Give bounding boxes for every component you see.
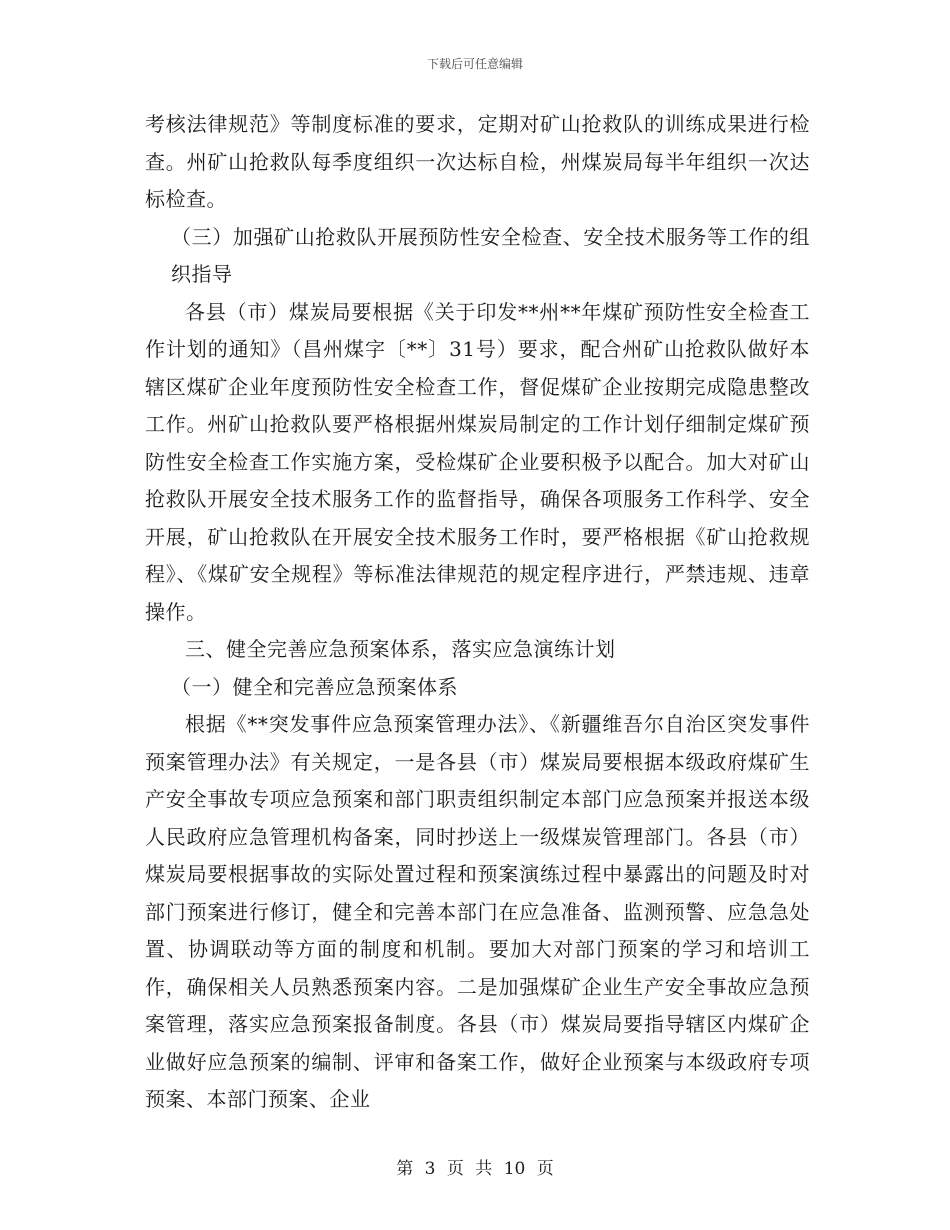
page-number: 第 3 页 共 10 页 xyxy=(396,1159,554,1179)
header-note: 下载后可任意编辑 xyxy=(426,57,523,71)
paragraph-continuation: 考核法律规范》等制度标准的要求，定期对矿山抢救队的训练成果进行检查。州矿山抢救队每季度组织一次达标自检，州煤炭局每半年组织一次达标检查。 xyxy=(145,112,810,211)
document-body xyxy=(145,106,810,1119)
subheading-1: （一）健全和完善应急预案体系 xyxy=(171,674,458,699)
section-heading-3: 三、健全完善应急预案体系，落实应急演练计划 xyxy=(185,637,616,661)
paragraph-preventive-checks: 各县（市）煤炭局要根据《关于印发**州**年煤矿预防性安全检查工作计划的通知》（昌州煤字〔**〕31号）要求，配合州矿山抢救队做好本辖区煤矿企业年度预防性安全检查工作，督促煤矿企业按期完成隐患整改工作。州矿山抢救队要严格根据州煤炭局制定的工作计划仔细制定煤矿预防性安全检查工作实施方案，受检煤矿企业要积极予以配合。加大对矿山抢救队开展安全技术服务工作的监督指导，确保各项服务工作科学、安全开展，矿山抢救队在开展安全技术服务工作时，要严格根据《矿山抢救规程》、《煤矿安全规程》等标准法律规范的规定程序进行，严禁违规、违章操作。 xyxy=(145,299,810,624)
paragraph-emergency-plans: 根据《**突发事件应急预案管理办法》、《新疆维吾尔自治区突发事件预案管理办法》有关规定，一是各县（市）煤炭局要根据本级政府煤矿生产安全事故专项应急预案和部门职责组织制定本部门应急预案并报送本级人民政府应急管理机构备案，同时抄送上一级煤炭管理部门。各县（市）煤炭局要根据事故的实际处置过程和预案演练过程中暴露出的问题及时对部门预案进行修订，健全和完善本部门在应急准备、监测预警、应急急处置、协调联动等方面的制度和机制。要加大对部门预案的学习和培训工作，确保相关人员熟悉预案内容。二是加强煤矿企业生产安全事故应急预案管理，落实应急预案报备制度。各县（市）煤炭局要指导辖区内煤矿企业做好应急预案的编制、评审和备案工作，做好企业预案与本级政府专项预案、本部门预案、企业 xyxy=(145,712,810,1111)
subheading-3: （三）加强矿山抢救队开展预防性安全检查、安全技术服务等工作的组织指导 xyxy=(171,224,810,286)
